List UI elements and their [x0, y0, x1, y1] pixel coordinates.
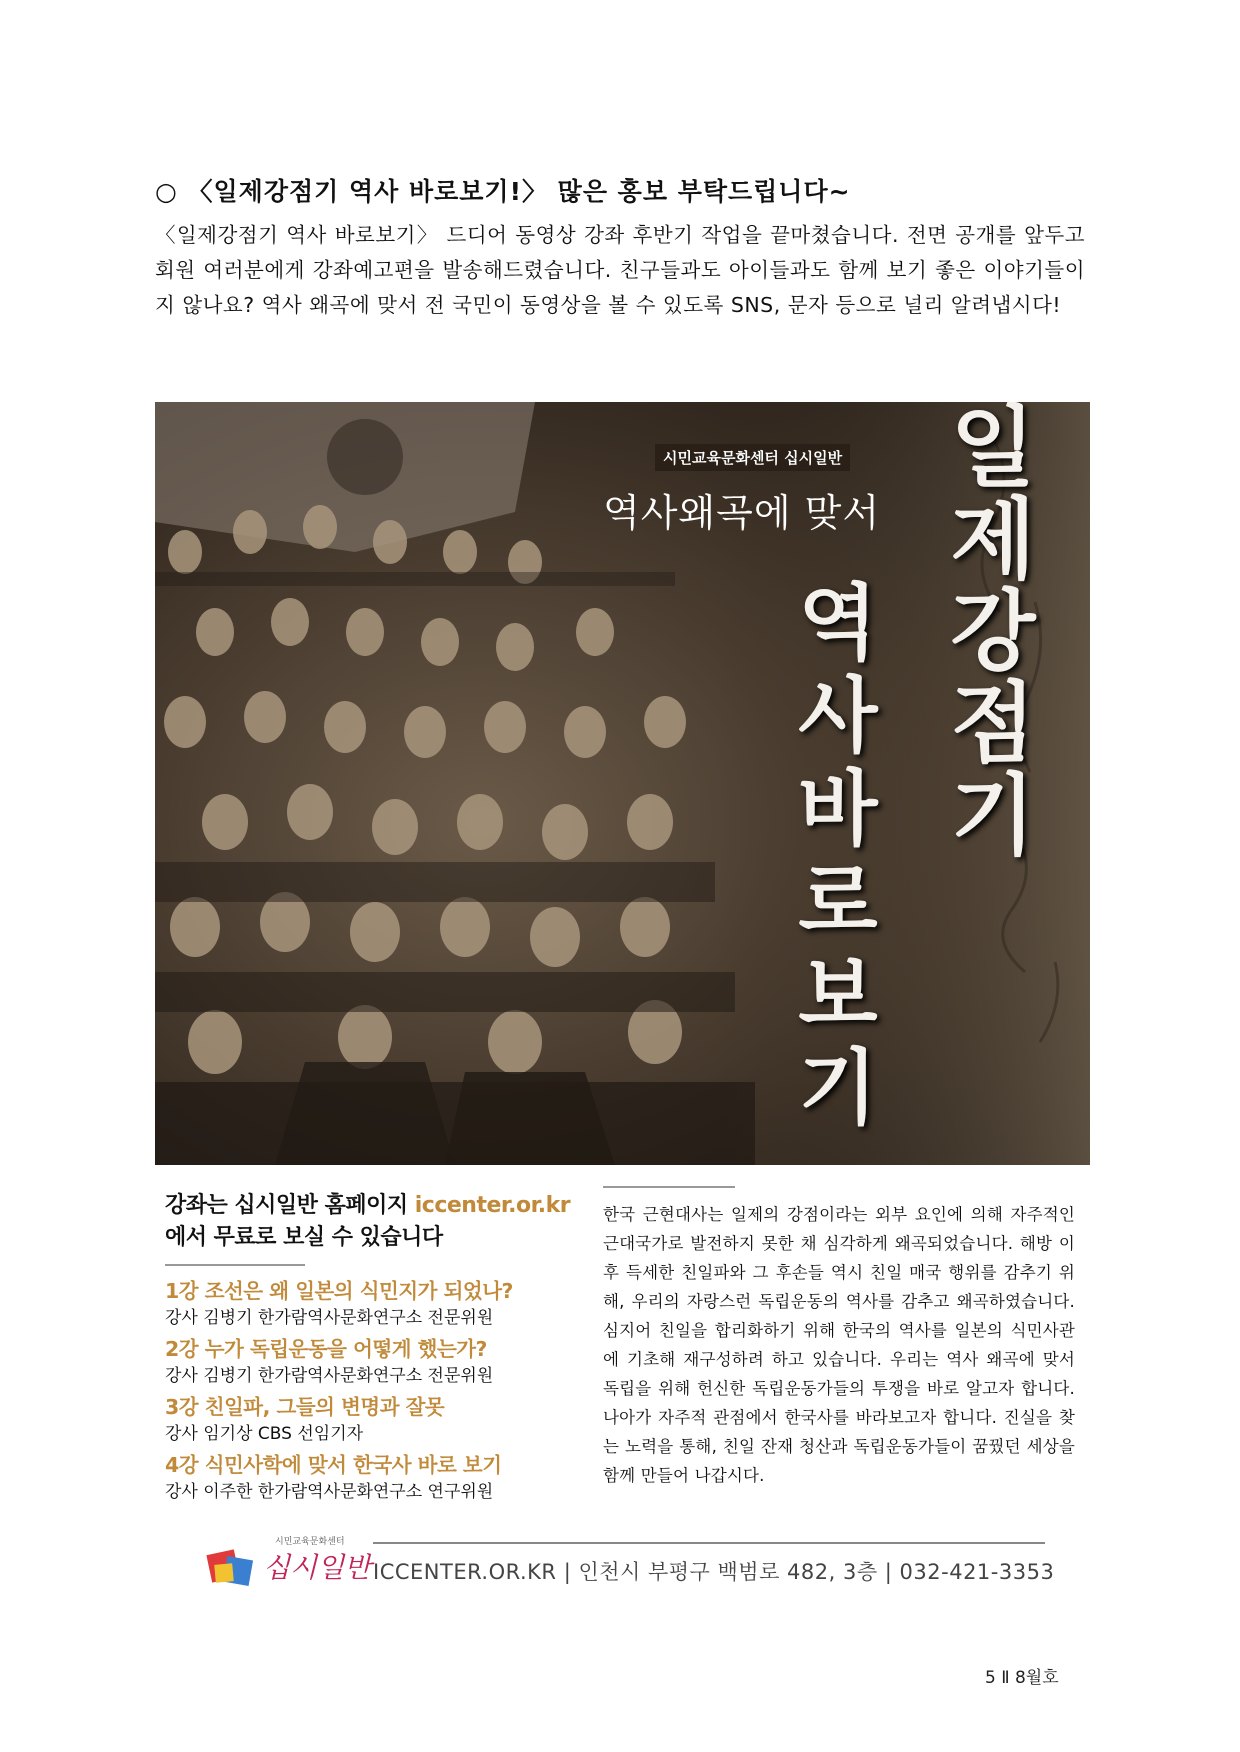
lecture-title: 2강 누가 독립운동을 어떻게 했는가?: [165, 1337, 487, 1361]
footer: [205, 1532, 1055, 1592]
lecture-title: 3강 친일파, 그들의 변명과 잘못: [165, 1395, 445, 1419]
promo-site-link[interactable]: iccenter.or.kr: [414, 1193, 571, 1218]
poster-title-char: 강: [950, 580, 1036, 683]
lecture-speaker: 강사 김병기 한가람역사문화연구소 전문위원: [165, 1366, 494, 1386]
lecture-item: [165, 1450, 585, 1504]
poster-title-char: 점: [950, 672, 1036, 775]
logo-caption: 시민교육문화센터: [275, 1537, 345, 1547]
poster-title-col1: [933, 402, 1053, 867]
logo-icon: [205, 1542, 265, 1592]
lecture-speaker: 강사 임기상 CBS 선임기자: [165, 1424, 364, 1444]
promo-prefix: 강좌는 십시일반 홈페이지: [165, 1193, 415, 1218]
lecture-speaker: 강사 이주한 한가람역사문화연구소 연구위원: [165, 1482, 494, 1502]
intro-paragraph: 〈일제강점기 역사 바로보기〉 드디어 동영상 강좌 후반기 작업을 끝마쳤습니다. 전면 공개를 앞두고 회원 여러분에게 강좌예고편을 발송해드렸습니다. 친구들과도 아이들과도 함께 보기 좋은 이야기들이지 않나요? 역사 왜곡에 맞서 전 국민이 동영상을 볼 수 있도록 SNS, 문자 등으로 널리 알려냅시다!: [155, 223, 1085, 317]
promo-line2: 에서 무료로 보실 수 있습니다: [165, 1225, 443, 1250]
lecture-item: [165, 1276, 585, 1330]
section-heading: ○ 〈일제강점기 역사 바로보기!〉 많은 홍보 부탁드립니다~: [155, 177, 851, 206]
poster-title-char: 기: [950, 764, 1036, 867]
divider: [165, 1264, 305, 1266]
description-column: [603, 1186, 1075, 1490]
description-paragraph: 한국 근현대사는 일제의 강점이라는 외부 요인에 의해 자주적인 근대국가로 발전하지 못한 채 심각하게 왜곡되었습니다. 해방 이후 득세한 친일파와 그 후손들 역시 친일 매국 행위를 감추기 위해, 우리의 자랑스런 독립운동의 역사를 감추고 왜곡하였습니다. 심지어 친일을 합리화하기 위해 한국의 역사를 일본의 식민사관에 기초해 재구성하려 하고 있습니다. 우리는 역사 왜곡에 맞서 독립을 위해 헌신한 독립운동가들의 투쟁을 바로 알고자 합니다. 나아가 자주적 관점에서 한국사를 바라보고자 합니다. 진실을 찾는 노력을 통해, 친일 잔재 청산과 독립운동가들이 꿈꿨던 세상을 함께 만들어 나갑시다.: [603, 1205, 1075, 1485]
poster-badge: 시민교육문화센터 십시일반: [655, 444, 850, 471]
poster-title-char: 바: [798, 762, 878, 857]
promo-text: [165, 1190, 585, 1254]
footer-info: ICCENTER.OR.KR | 인천시 부평구 백범로 482, 3층 | 032-421-3353: [373, 1560, 1055, 1584]
lecture-list-column: [165, 1190, 585, 1504]
lecture-poster: [155, 402, 1090, 1165]
poster-title-char: 로: [798, 855, 878, 950]
poster-title-char: 역: [798, 576, 878, 671]
lecture-item: [165, 1334, 585, 1388]
poster-title-char: 기: [798, 1041, 878, 1136]
divider: [603, 1186, 735, 1188]
poster-title-char: 일: [950, 402, 1036, 499]
footer-divider: [373, 1542, 1045, 1544]
page-number: 5 Ⅱ 8월호: [985, 1668, 1059, 1688]
lecture-title: 1강 조선은 왜 일본의 식민지가 되었나?: [165, 1279, 513, 1303]
poster-title-char: 사: [798, 669, 878, 764]
logo-text: 십시일반: [263, 1551, 372, 1584]
poster-title-char: 제: [950, 488, 1036, 591]
poster-title-col2: [783, 577, 893, 1135]
lecture-speaker: 강사 김병기 한가람역사문화연구소 전문위원: [165, 1308, 494, 1328]
poster-subtitle: 역사왜곡에 맞서: [603, 491, 881, 535]
lecture-title: 4강 식민사학에 맞서 한국사 바로 보기: [165, 1453, 502, 1477]
lecture-item: [165, 1392, 585, 1446]
poster-title-char: 보: [798, 948, 878, 1043]
